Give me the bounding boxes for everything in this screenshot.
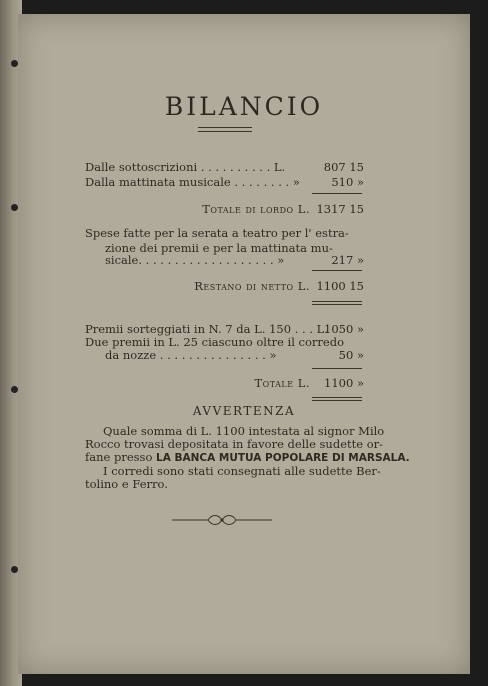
- binding-hole: [11, 60, 18, 67]
- prize-line: Premii sorteggiati in N. 7 da L. 150 . . . L.: [85, 322, 328, 336]
- notice-line: Rocco trovasi depositata in favore delle sudette or-: [85, 437, 384, 451]
- expense-line: sicale. . . . . . . . . . . . . . . . . . . »: [105, 253, 285, 267]
- net-label: Restano di netto L.: [194, 279, 310, 293]
- notice-heading: AVVERTENZA: [192, 404, 296, 418]
- notice-line: [85, 450, 410, 464]
- sum-rule: [312, 368, 362, 369]
- title-underline: [198, 127, 252, 132]
- entry-amount: 510 »: [331, 175, 364, 189]
- total-gross-label: Totale di lordo L.: [202, 202, 310, 216]
- page-title: BILANCIO: [164, 92, 324, 121]
- bank-name: LA BANCA MUTUA POPOLARE DI MARSALA.: [156, 452, 410, 464]
- net-amount: 1100 15: [316, 279, 364, 293]
- notice-line: Quale somma di L. 1100 intestata al signor Milo: [103, 424, 385, 438]
- total-label: Totale L.: [254, 376, 310, 390]
- binding-hole: [11, 386, 18, 393]
- entry-amount: 807 15: [323, 160, 364, 174]
- binding-hole: [11, 204, 18, 211]
- entry-label: Dalla mattinata musicale . . . . . . . . »: [85, 175, 300, 189]
- double-rule: [312, 397, 362, 401]
- expense-amount: 217 »: [331, 253, 364, 267]
- double-rule: [312, 301, 362, 305]
- notice-text: fane presso: [85, 450, 157, 464]
- notice-line: I corredi sono stati consegnati alle sudette Ber-: [103, 464, 381, 478]
- total-amount: 1100 »: [324, 376, 364, 390]
- notice-line: tolino e Ferro.: [85, 477, 168, 491]
- prize-line: Due premii in L. 25 ciascuno oltre il corredo: [85, 335, 344, 349]
- prize-amount: 1050 »: [324, 322, 364, 336]
- prize-amount: 50 »: [338, 348, 364, 362]
- expense-line: zione dei premii e per la mattinata mu-: [105, 241, 333, 255]
- expense-line: Spese fatte per la serata a teatro per l' estra-: [85, 226, 349, 240]
- total-gross-amount: 1317 15: [316, 202, 364, 216]
- prize-line: da nozze . . . . . . . . . . . . . . . »: [105, 348, 277, 362]
- ornament-divider-icon: [172, 512, 272, 528]
- sum-rule: [312, 193, 362, 194]
- entry-label: Dalle sottoscrizioni . . . . . . . . . . L.: [85, 160, 286, 174]
- sum-rule: [312, 270, 362, 271]
- binding-hole: [11, 566, 18, 573]
